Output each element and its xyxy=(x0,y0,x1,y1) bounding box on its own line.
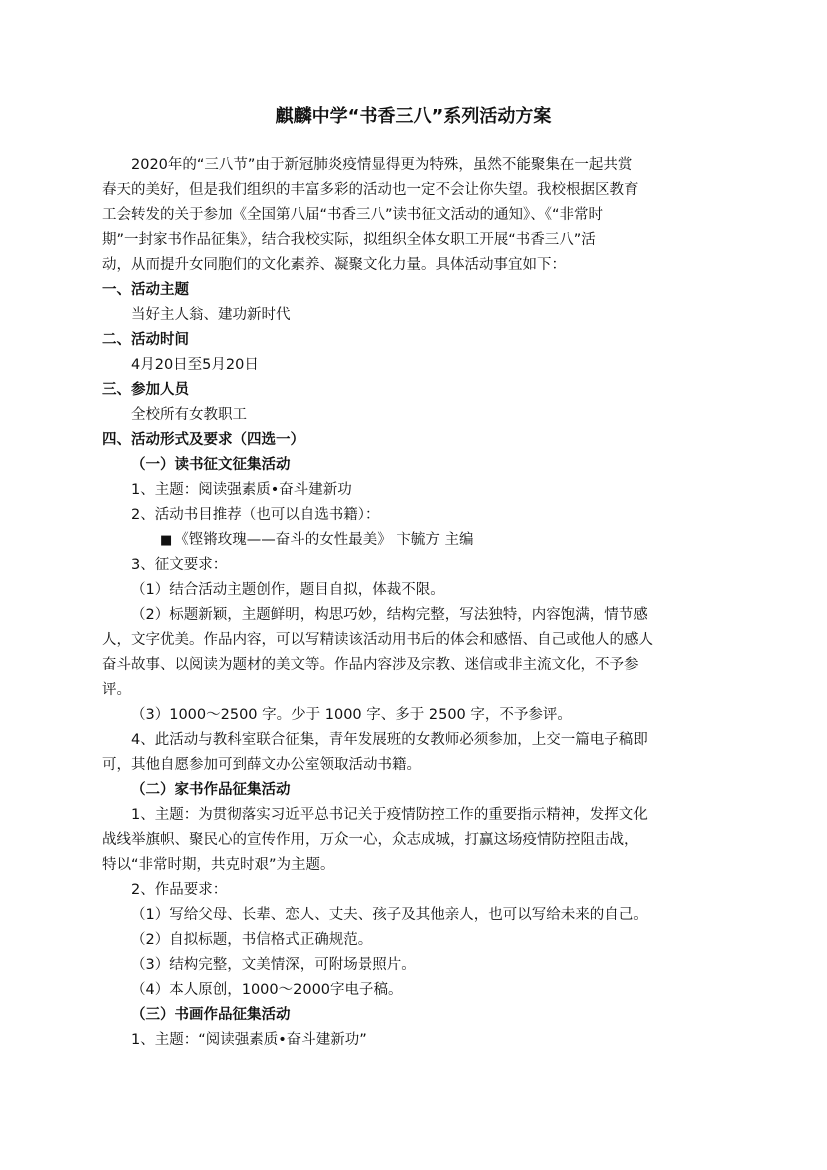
section-heading: 四、活动形式及要求（四选一） xyxy=(102,432,305,448)
part1-req: （2）标题新颖，主题鲜明，构思巧妙，结构完整，写法独特，内容饱满，情节感 xyxy=(131,607,648,623)
document-title: 麒麟中学“书香三八”系列活动方案 xyxy=(275,106,552,127)
part2-req: （2）自拟标题，书信格式正确规范。 xyxy=(131,932,373,948)
bullet-square-icon: ■ xyxy=(160,533,173,548)
part1-req: 评。 xyxy=(102,682,131,698)
section-text: 全校所有女教职工 xyxy=(131,407,247,423)
part2-theme: 特以“非常时期，共克时艰”为主题。 xyxy=(102,857,335,873)
part1-note: 可，其他自愿参加可到薛文办公室领取活动书籍。 xyxy=(102,757,421,773)
section-heading: 一、活动主题 xyxy=(102,282,189,298)
part1-req-label: 3、征文要求： xyxy=(131,557,228,573)
part1-book-item xyxy=(160,531,474,550)
intro-line: 工会转发的关于参加《全国第八届“书香三八”读书征文活动的通知》、《“非常时 xyxy=(102,207,604,223)
part1-req: 奋斗故事、以阅读为题材的美文等。作品内容涉及宗教、迷信或非主流文化，不予参 xyxy=(102,657,639,673)
part1-req: （1）结合活动主题创作，题目自拟，体裁不限。 xyxy=(131,582,445,598)
part2-req: （4）本人原创，1000～2000字电子稿。 xyxy=(131,982,403,998)
subsection-heading: （一）读书征文征集活动 xyxy=(131,457,291,473)
book-title: 《铿锵玫瑰——奋斗的女性最美》 卞毓方 主编 xyxy=(174,532,474,548)
part1-theme: 1、主题：阅读强素质•奋斗建新功 xyxy=(131,482,352,498)
intro-line: 期”一封家书作品征集》，结合我校实际，拟组织全体女职工开展“书香三八”活 xyxy=(102,232,596,248)
part2-theme: 战线举旗帜、聚民心的宣传作用，万众一心，众志成城，打赢这场疫情防控阻击战， xyxy=(102,832,639,848)
part2-theme: 1、主题：为贯彻落实习近平总书记关于疫情防控工作的重要指示精神，发挥文化 xyxy=(131,807,648,823)
intro-line: 春天的美好，但是我们组织的丰富多彩的活动也一定不会让你失望。我校根据区教育 xyxy=(102,182,639,198)
part1-req: 人，文字优美。作品内容，可以写精读该活动用书后的体会和感悟、自己或他人的感人 xyxy=(102,632,653,648)
section-heading: 三、参加人员 xyxy=(102,382,189,398)
section-text: 4月20日至5月20日 xyxy=(131,357,259,373)
intro-line: 2020年的“三八节”由于新冠肺炎疫情显得更为特殊，虽然不能聚集在一起共赏 xyxy=(131,157,633,173)
part1-note: 4、此活动与教科室联合征集，青年发展班的女教师必须参加，上交一篇电子稿即 xyxy=(131,732,648,748)
intro-line: 动，从而提升女同胞们的文化素养、凝聚文化力量。具体活动事宜如下： xyxy=(102,257,566,273)
part2-req: （3）结构完整，文美情深，可附场景照片。 xyxy=(131,957,416,973)
part3-theme: 1、主题：“阅读强素质•奋斗建新功” xyxy=(131,1032,367,1048)
subsection-heading: （二）家书作品征集活动 xyxy=(131,782,291,798)
section-text: 当好主人翁、建功新时代 xyxy=(131,307,291,323)
part2-req: （1）写给父母、长辈、恋人、丈夫、孩子及其他亲人，也可以写给未来的自己。 xyxy=(131,907,648,923)
part1-req: （3）1000～2500 字。少于 1000 字、多于 2500 字，不予参评。 xyxy=(131,707,572,723)
section-heading: 二、活动时间 xyxy=(102,332,189,348)
subsection-heading: （三）书画作品征集活动 xyxy=(131,1007,291,1023)
part1-books-label: 2、活动书目推荐（也可以自选书籍）： xyxy=(131,507,380,523)
part2-req-label: 2、作品要求： xyxy=(131,882,228,898)
